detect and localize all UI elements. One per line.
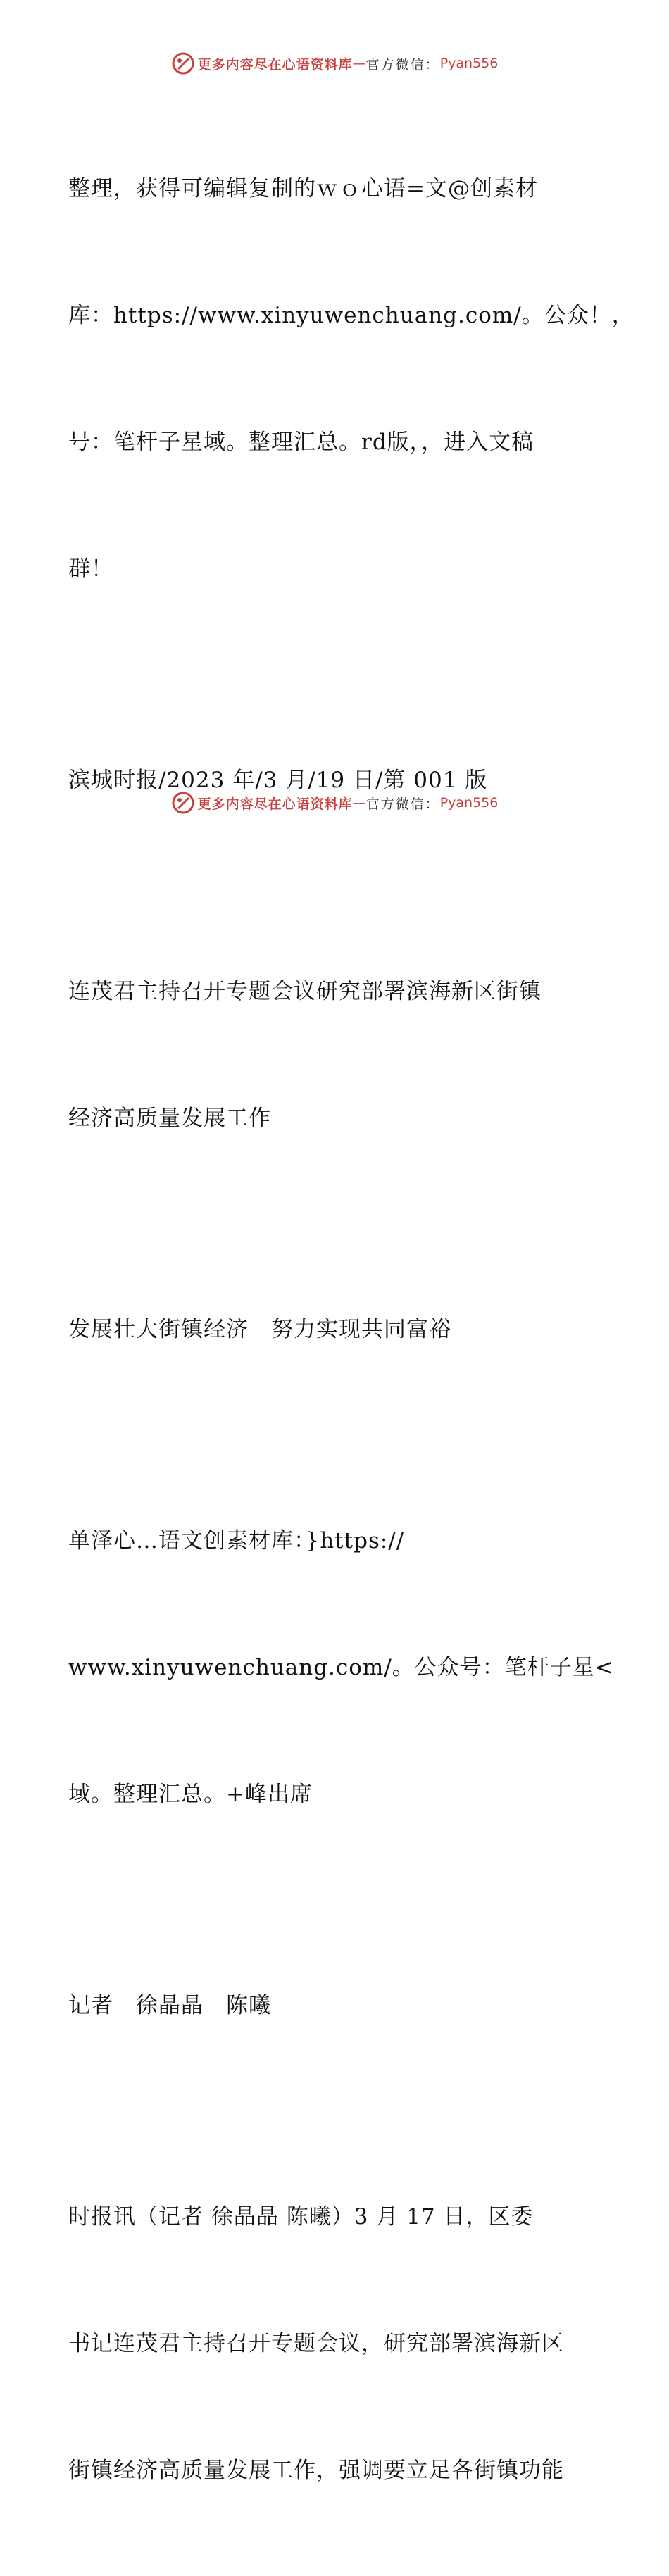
banner-dash: —	[352, 795, 366, 811]
banner-wechat-handle: Pyan556	[439, 795, 499, 811]
text-line: 发展壮大街镇经济 努力实现共同富裕	[68, 1317, 451, 1342]
quill-logo-icon	[171, 791, 195, 815]
text-line: www.xinyuwenchuang.com/。公众号：笔杆子星<	[68, 1655, 614, 1680]
paragraph-subheadline	[68, 1224, 604, 1435]
paragraph-intro-2	[68, 1435, 614, 1900]
banner-title: 更多内容尽在心语资料库	[197, 796, 353, 812]
text-line: 记者 徐晶晶 陈曦	[68, 1993, 271, 2018]
paragraph-body	[68, 2111, 604, 2576]
text-line: 库：https://www.xinyuwenchuang.com/。公众！，	[68, 303, 634, 328]
banner-dash: —	[352, 56, 366, 71]
text-line: 时报讯（记者 徐晶晶 陈曦）3 月 17 日，区委	[68, 2204, 534, 2230]
text-line: 连茂君主持召开专题会议研究部署滨海新区街镇	[68, 979, 542, 1004]
header-banner	[0, 49, 669, 77]
banner-wechat-label: 官方微信：	[365, 56, 440, 73]
text-line: 群！	[68, 556, 113, 582]
document-body	[68, 83, 634, 2576]
paragraph-byline	[68, 1900, 604, 2111]
paragraph-source	[68, 675, 604, 886]
text-line: 号：笔杆子星域。整理汇总。rd版，，进入文稿	[68, 430, 534, 455]
text-line: 域。整理汇总。+峰出席	[68, 1782, 313, 1807]
banner-wechat-label: 官方微信：	[365, 796, 440, 812]
text-line: 单泽心…语文创素材库：}https://	[68, 1528, 405, 1553]
footer-banner	[0, 789, 669, 817]
banner-wechat-handle: Pyan556	[439, 56, 499, 71]
text-line: 滨城时报/2023 年/3 月/19 日/第 001 版	[68, 768, 488, 793]
text-line: 整理，获得可编辑复制的ｗｏ心语=文@创素材	[68, 176, 538, 201]
text-line: 书记连茂君主持召开专题会议，研究部署滨海新区	[68, 2331, 564, 2356]
quill-logo-icon	[171, 51, 195, 75]
text-line: 经济高质量发展工作	[68, 1106, 271, 1131]
text-line: 街镇经济高质量发展工作，强调要立足各街镇功能	[68, 2458, 564, 2483]
banner-title: 更多内容尽在心语资料库	[197, 56, 353, 73]
paragraph-headline	[68, 886, 604, 1224]
paragraph-intro-1	[68, 83, 634, 675]
